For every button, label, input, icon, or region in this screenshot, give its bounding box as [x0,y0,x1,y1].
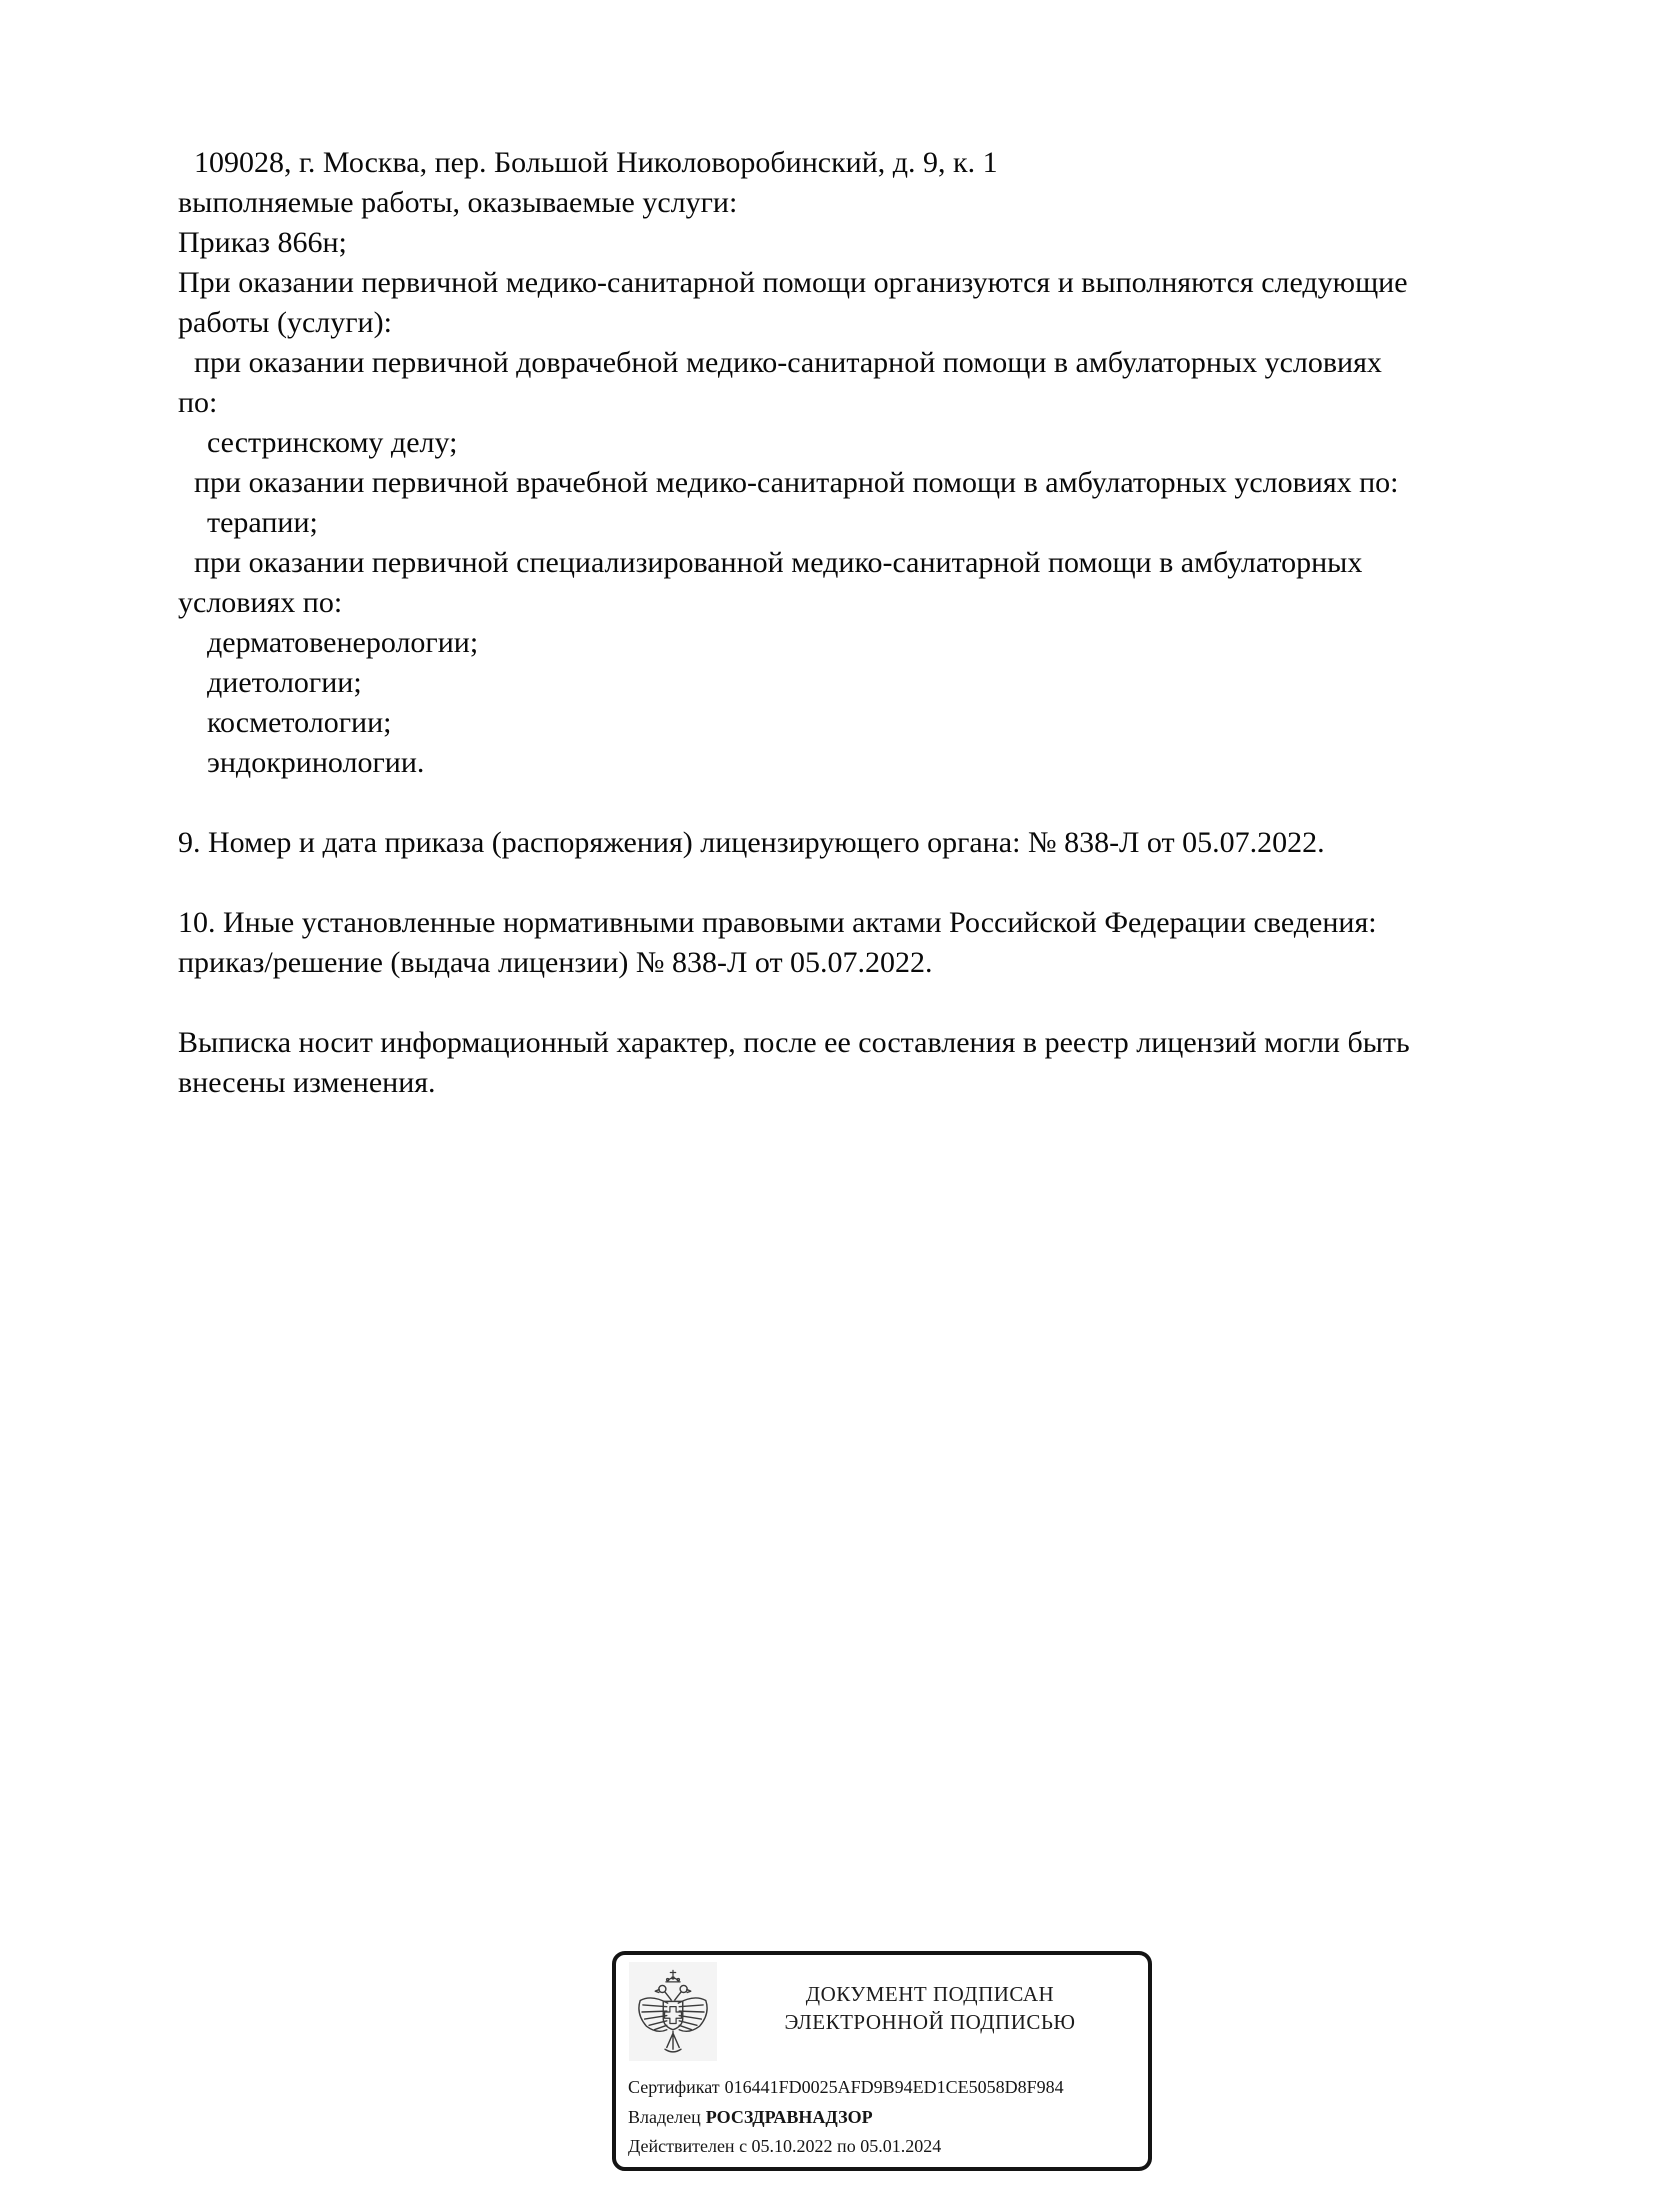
owner-value: РОСЗДРАВНАДЗОР [705,2106,873,2127]
signature-stamp [612,1951,1152,2171]
stamp-title-line2: ЭЛЕКТРОННОЙ ПОДПИСЬЮ [784,2010,1076,2034]
stamp-certificate-line [628,2073,1140,2103]
certificate-value: 016441FD0025AFD9B94ED1CE5058D8F984 [724,2077,1064,2097]
owner-label: Владелец [628,2106,701,2127]
doc-line: условиях по: [178,586,343,619]
doc-line: работы (услуги): [178,306,392,339]
doc-line: При оказании первичной медико-санитарной помощи организуются и выполняются следующие [178,266,1408,299]
doc-line: выполняемые работы, оказываемые услуги: [178,186,738,219]
doc-line: по: [178,386,218,419]
doc-line: внесены изменения. [178,1066,436,1099]
doc-line: Выписка носит информационный характер, после ее составления в реестр лицензий могли быть [178,1026,1410,1059]
certificate-label: Сертификат [628,2077,720,2097]
doc-blank-line [178,783,1538,823]
document-text [178,143,1538,1103]
doc-line: приказ/решение (выдача лицензии) № 838-Л от 05.07.2022. [178,946,933,979]
doc-line: эндокринологии. [207,746,425,779]
stamp-details [628,2073,1140,2162]
doc-blank-line [178,863,1538,903]
stamp-title [720,1980,1140,2036]
stamp-owner-line [628,2103,1140,2133]
stamp-validity-line: Действителен с 05.10.2022 по 05.01.2024 [628,2136,942,2156]
doc-line: 9. Номер и дата приказа (распоряжения) лицензирующего органа: № 838-Л от 05.07.2022. [178,826,1325,859]
doc-line: терапии; [207,506,318,539]
doc-line: при оказании первичной специализированной медико-санитарной помощи в амбулаторных [194,546,1363,579]
doc-line: 10. Иные установленные нормативными правовыми актами Российской Федерации сведения: [178,906,1377,939]
doc-line: Приказ 866н; [178,226,347,259]
doc-line: при оказании первичной врачебной медико-санитарной помощи в амбулаторных условиях по: [194,466,1399,499]
doc-line: при оказании первичной доврачебной медико-санитарной помощи в амбулаторных условиях [194,346,1382,379]
doc-line: диетологии; [207,666,362,699]
stamp-title-line1: ДОКУМЕНТ ПОДПИСАН [805,1982,1055,2006]
doc-line: сестринскому делу; [207,426,458,459]
doc-line: косметологии; [207,706,392,739]
doc-line: дерматовенерологии; [207,626,479,659]
double-headed-eagle-icon [629,1962,717,2061]
doc-blank-line [178,983,1538,1023]
doc-line: 109028, г. Москва, пер. Большой Николоворобинский, д. 9, к. 1 [194,146,998,179]
